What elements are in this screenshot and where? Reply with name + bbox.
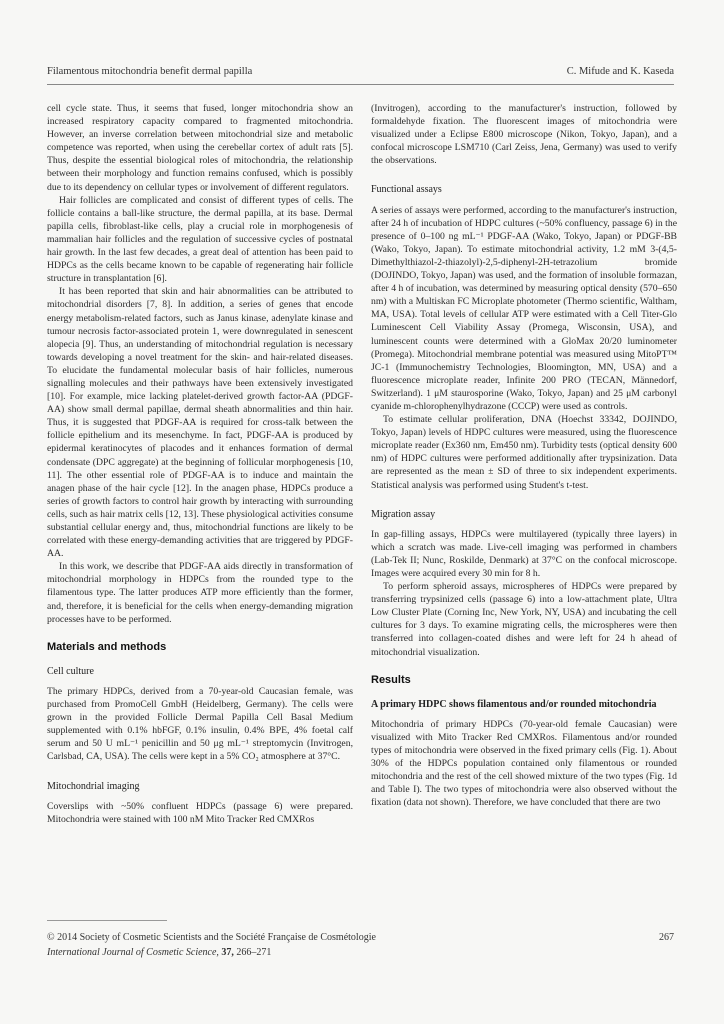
running-header <box>47 62 674 85</box>
functional-assays-paragraph: A series of assays were performed, according to the manufacturer's instruction, after 24 h of incubation of HDPC cultures (~50% confluency, passage 6) in the presence of 0–100 ng mL⁻¹ PDGF-AA (Wako, Tokyo, Japan) or PDGF-BB (Wako, Tokyo, Japan). To estimate mitochondrial activity, 1.2 mM 3-(4,5-Dimethylthiazol-2-thiazolyl)-2,5-diphenyl-2H-tetrazolium bromide (DOJINDO, Tokyo, Japan) was used, and the formation of insoluble formazan, after 4 h of incubation, was determined by measuring optical density (570–650 nm) with a Multiskan FC Microplate photometer (Thermo scientific, Waltham, MA, USA). Total levels of cellular ATP were estimated with a Cell Titer-Glo Luminescent Cell Viability Assay (Promega, Wisconsin, USA), and luminescent counts were determined with a GloMax 20/20 luminometer (Promega). Mitochondrial membrane potential was measured using MitoPT™ JC-1 (Immunochemistry Technologies, Bloomington, MN, USA) and a fluorescence microplate reader, Infinite 200 PRO (TECAN, Männedorf, Switzerland). 1 μM staurosporine (Wako, Tokyo, Japan) and 25 μM carbonyl cyanide m-chlorophenylhydrazone (CCCP) were used as controls. <box>371 204 677 412</box>
page-number: 267 <box>659 932 674 943</box>
right-column <box>371 102 677 810</box>
results-paragraph: Mitochondria of primary HDPCs (70-year-old female Caucasian) were visualized with Mito Tracker Red CMXRos. Filamentous and/or rounded types of mitochondria were observed in the fixed primary cells (Fig. 1). About 30% of the HDPCs population contained only filamentous or rounded mitochondria and the rest of the cell showed mixture of the two types (Fig. 1d and Table I). The two types of mitochondria were also observed without the fixation (data not shown). Therefore, we have concluded that there are two <box>371 718 677 809</box>
citation-line <box>47 945 674 960</box>
functional-assays-heading: Functional assays <box>371 184 442 196</box>
migration-assay-heading: Migration assay <box>371 508 436 520</box>
results-heading: Results <box>371 673 411 686</box>
page-footer <box>47 930 674 960</box>
footer-divider <box>47 920 167 921</box>
running-title: Filamentous mitochondria benefit dermal papilla <box>47 66 253 77</box>
intro-paragraph-2: Hair follicles are complicated and consist of different types of cells. The follicle contains a ball-like structure, the dermal papilla, at its base. Dermal papilla cells, fibroblast-like cells, play a crucial role in morphogenesis of mammalian hair follicles and the regulation of successive cycles of postnatal hair growth. In the last few decades, a great deal of attention has been paid to HDPCs as the cells became known to be capable of regenerating hair follicle structure in transplantation [6]. <box>47 194 353 285</box>
intro-paragraph-1: cell cycle state. Thus, it seems that fused, longer mitochondria show an increased respiratory capacity compared to fragmented mitochondria. However, an inverse correlation between mitochondrial size and metabolic competence was reported, when using the cerebellar cortex of adult rats [5]. Thus, despite the essential biological roles of mitochondria, the relationship between their morphology and function remains confused, which is possibly due to its dependency on cellular types or involvement of different regulators. <box>47 103 353 193</box>
left-column <box>47 102 353 826</box>
cell-culture-paragraph: The primary HDPCs, derived from a 70-year-old Caucasian female, was purchased from PromoCell GmbH (Heidelberg, Germany). The cells were grown in the provided Follicle Dermal Papilla Cell Basal Medium supplemented with 0.1% hbFGF, 0.1% insulin, 0.4% BPE, 4% foetal calf serum and 50 U mL⁻¹ penicillin and 50 μg mL⁻¹ streptomycin (Invitrogen, Carlsbad, CA, USA). The cells were kept in a 5% CO₂ atmosphere at 37°C. <box>47 685 353 763</box>
journal-name: International Journal of Cosmetic Science, <box>47 947 219 958</box>
running-authors: C. Mifude and K. Kaseda <box>566 66 674 77</box>
copyright-line: © 2014 Society of Cosmetic Scientists and the Société Française de Cosmétologie <box>47 932 376 943</box>
mitochondrial-imaging-paragraph: Coverslips with ~50% confluent HDPCs (passage 6) were prepared. Mitochondria were stained with 100 nM Mito Tracker Red CMXRos <box>47 800 353 825</box>
intro-paragraph-4: In this work, we describe that PDGF-AA aids directly in transformation of mitochondrial morphology in HDPCs from the rounded type to the filamentous type. The latter produces ATP more efficiently than the former, and, therefore, it is beneficial for the cells when energy-demanding migration processes have to be performed. <box>47 561 353 625</box>
intro-paragraph-3: It has been reported that skin and hair abnormalities can be attributed to mitochondrial disorders [7, 8]. In addition, a series of genes that encode energy metabolism-related factors, such as Janus kinase, adenylate kinase and tumour necrosis factor-associated protein 1, were downregulated in senescent alopecia [9]. Thus, an understanding of mitochondrial regulation is necessary towards developing a novel treatment for the skin- and hair-related diseases. To elucidate the fundamental molecular basis of hair follicles, numerous signalling molecules and their pathways have been extensively investigated [10]. For example, mice lacking platelet-derived growth factor-AA (PDGF-AA) show small dermal papillae, dermal sheath abnormalities and thin hair. Thus, it is suggested that PDGF-AA is required for cross-talk between the follicle epithelium and its mesenchyme. In fact, PDGF-AA is produced by epidermal keratinocytes of placodes and it enhances formation of dermal condensate (DPC aggregate) at the beginning of follicular morphogenesis [10, 11]. The other essential role of PDGF-AA is to induce and maintain the anagen phase of the hair cycle [12]. In the anagen phase, HDPCs produce a series of growth factors to control hair growth by interacting with surrounding cells, such as hair matrix cells [12, 13]. These physiological activities consume substantial cellular energy and, thus, mitochondrial functions are likely to be correlated with these energy-demanding activities that are triggered by PDGF-AA. <box>47 286 353 560</box>
journal-volume: 37, <box>221 947 234 958</box>
materials-methods-heading: Materials and methods <box>47 640 167 653</box>
results-subheading: A primary HDPC shows filamentous and/or rounded mitochondria <box>371 698 657 710</box>
proliferation-paragraph: To estimate cellular proliferation, DNA (Hoechst 33342, DOJINDO, Tokyo, Japan) levels of HDPC cultures were measured, using the fluorescence microplate reader (Ex360 nm, Em450 nm). Turbidity tests (optical density 600 nm) of HDPC cultures were performed additionally after trypsinization. Data are represented as the mean ± SD of three to six independent experiments. Statistical analysis was performed using Student's t-test. <box>371 414 677 491</box>
journal-pages: 266–271 <box>236 947 272 958</box>
cell-culture-heading: Cell culture <box>47 665 94 677</box>
imaging-continued-paragraph: (Invitrogen), according to the manufacturer's instruction, followed by formaldehyde fixation. The fluorescent images of mitochondria were visualized under a Eclipse E800 microscope (Nikon, Tokyo, Japan), and a confocal microscope LSM710 (Carl Zeiss, Jena, Germany) was used to verify the observations. <box>371 103 677 167</box>
gap-filling-paragraph: In gap-filling assays, HDPCs were multilayered (typically three layers) in which a scratch was made. Live-cell imaging was performed in chambers (Lab-Tek II; Nunc, Roskilde, Denmark) at 37°C on the confocal microscope. Images were acquired every 30 min for 8 h. <box>371 528 677 579</box>
mitochondrial-imaging-heading: Mitochondrial imaging <box>47 780 140 792</box>
spheroid-paragraph: To perform spheroid assays, microspheres of HDPCs were prepared by transferring trypsinized cells (passage 6) into a low-attachment plate, Ultra Low Cluster Plate (Corning Inc, New York, NY, USA) and incubating the cell cultures for 3 days. To examine migrating cells, the microspheres were then transferred into collagen-coated dishes and were left for 24 h ahead of mitochondrial visualization. <box>371 581 677 658</box>
